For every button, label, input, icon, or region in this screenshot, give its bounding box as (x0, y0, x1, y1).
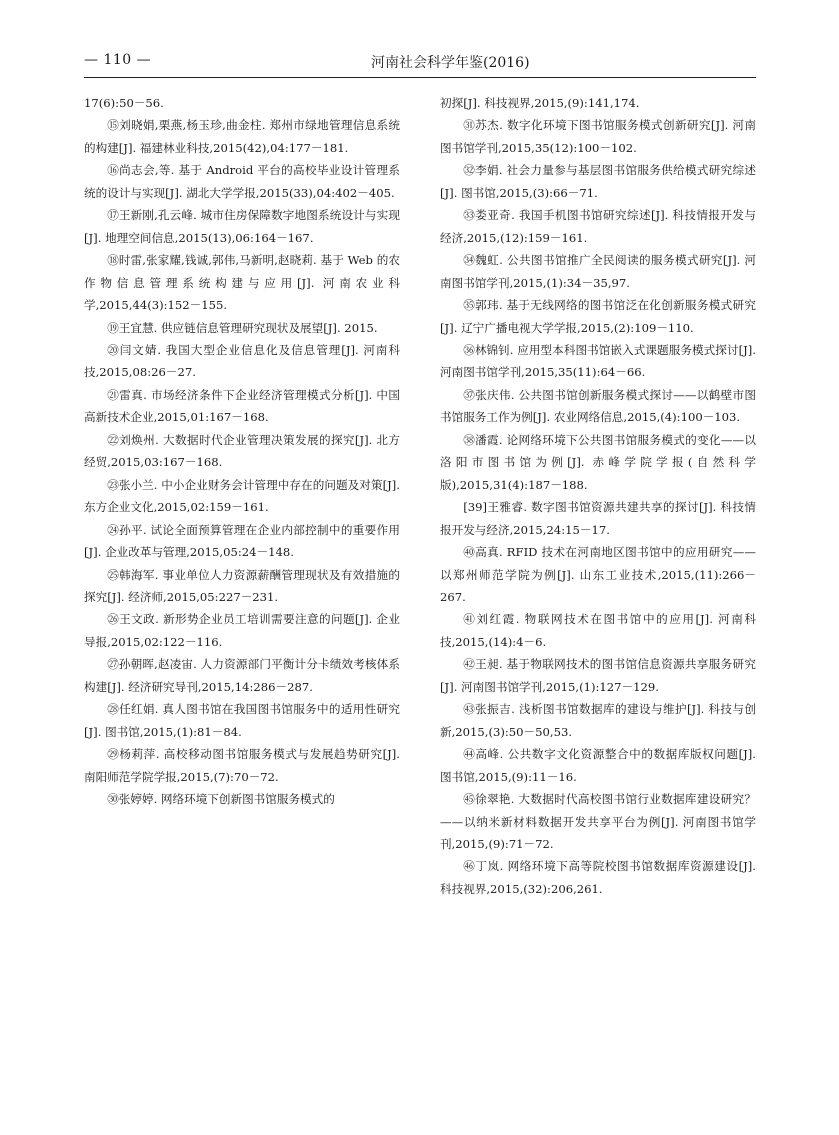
reference-item: ㊹高峰. 公共数字文化资源整合中的数据库版权问题[J]. 图书馆,2015,(9):11－16. (440, 747, 756, 784)
reference-item: ⑳闫文婧. 我国大型企业信息化及信息管理[J]. 河南科技,2015,08:26－27. (84, 342, 400, 380)
reference-item: ㉗孙朝晖,赵凌宙. 人力资源部门平衡计分卡绩效考核体系构建[J]. 经济研究导刊,2015,14:286－287. (84, 657, 400, 694)
reference-item: ㊶刘红霞. 物联网技术在图书馆中的应用[J]. 河南科技,2015,(14):4－6. (440, 612, 756, 649)
reference-item: ㊲张庆伟. 公共图书馆创新服务模式探讨——以鹤壁市图书馆服务工作为例[J]. 农业网络信息,2015,(4):100－103. (440, 387, 756, 425)
reference-item: ㊷王昶. 基于物联网技术的图书馆信息资源共享服务研究[J]. 河南图书馆学刊,2015,(1):127－129. (440, 657, 756, 694)
reference-item: [39]王雅睿. 数字图书馆资源共建共享的探讨[J]. 科技情报开发与经济,2015,24:15－17. (440, 500, 756, 537)
reference-item: ㉚张婷婷. 网络环境下创新图书馆服务模式的 (107, 792, 335, 807)
reference-item: ㉕韩海军. 事业单位人力资源薪酬管理现状及有效措施的探究[J]. 经济师,2015,05:227－231. (84, 567, 400, 604)
reference-item: ㊵高真. RFID 技术在河南地区图书馆中的应用研究——以郑州师范学院为例[J]. 山东工业技术,2015,(11):266－267. (440, 545, 756, 604)
page-header (84, 50, 756, 74)
running-title: 河南社会科学年鉴(2016) (371, 55, 530, 71)
reference-item: ㉞魏虹. 公共图书馆推广全民阅读的服务模式研究[J]. 河南图书馆学刊,2015,(1):34－35,97. (440, 253, 756, 290)
reference-item: ㉓张小兰. 中小企业财务会计管理中存在的问题及对策[J]. 东方企业文化,2015,02:159－161. (84, 477, 400, 515)
reference-item: ⑰王新刚,孔云峰. 城市住房保障数字地图系统设计与实现[J]. 地理空间信息,2015(13),06:164－167. (84, 208, 400, 245)
reference-item: ⑮刘晓娟,栗燕,杨玉珍,曲金柱. 郑州市绿地管理信息系统的构建[J]. 福建林业科技,2015(42),04:177－181. (84, 118, 400, 155)
reference-item: ㉜李娟. 社会力量参与基层图书馆服务供给模式研究综述[J]. 图书馆,2015,(3):66－71. (440, 163, 756, 200)
reference-item: ㉒刘焕州. 大数据时代企业管理决策发展的探究[J]. 北方经贸,2015,03:167－168. (84, 432, 400, 470)
reference-item: ㉛苏杰. 数字化环境下图书馆服务模式创新研究[J]. 河南图书馆学刊,2015,35(12):100－102. (440, 118, 756, 155)
reference-item: ㊺徐翠艳. 大数据时代高校图书馆行业数据库建设研究？——以纳米新材料数据开发共享平台为例[J]. 河南图书馆学刊,2015,(9):71－72. (440, 792, 756, 851)
reference-item: 17(6):50－56. (84, 96, 164, 110)
reference-item: ⑲王宜慧. 供应链信息管理研究现状及展望[J]. 2015. (107, 320, 378, 335)
left-column (84, 92, 400, 811)
header-divider (84, 77, 756, 78)
reference-item: ㉟郭玮. 基于无线网络的图书馆泛在化创新服务模式研究[J]. 辽宁广播电视大学学报,2015,(2):109－110. (440, 298, 756, 335)
reference-item: ㊸张振吉. 浅析图书馆数据库的建设与维护[J]. 科技与创新,2015,(3):50－50,53. (440, 702, 756, 739)
reference-item: ㉝娄亚奇. 我国手机图书馆研究综述[J]. 科技情报开发与经济,2015,(12):159－161. (440, 208, 756, 245)
reference-item: ㊳潘霞. 论网络环境下公共图书馆服务模式的变化——以洛阳市图书馆为例[J]. 赤峰学院学报(自然科学版),2015,31(4):187－188. (440, 432, 756, 492)
reference-item: ㉔孙平. 试论全面预算管理在企业内部控制中的重要作用[J]. 企业改革与管理,2015,05:24－148. (84, 522, 400, 560)
reference-item: ㉙杨莉萍. 高校移动图书馆服务模式与发展趋势研究[J]. 南阳师范学院学报,2015,(7):70－72. (84, 747, 400, 784)
page-number: — 110 — (84, 52, 152, 68)
right-column (440, 92, 756, 900)
reference-item: ⑯尚志会,等. 基于 Android 平台的高校毕业设计管理系统的设计与实现[J]. 湖北大学学报,2015(33),04:402－405. (84, 163, 400, 200)
reference-item: 初探[J]. 科技视界,2015,(9):141,174. (440, 96, 640, 110)
reference-item: ㉖王文政. 新形势企业员工培训需要注意的问题[J]. 企业导报,2015,02:122－116. (84, 612, 400, 649)
reference-item: ⑱时雷,张家耀,钱诚,郭伟,马新明,赵晓莉. 基于 Web 的农作物信息管理系统构建与应用[J]. 河南农业科学,2015,44(3):152－155. (84, 253, 400, 313)
reference-item: ㉑雷真. 市场经济条件下企业经济管理模式分析[J]. 中国高新技术企业,2015,01:167－168. (84, 387, 400, 425)
reference-item: ㉘任红娟. 真人图书馆在我国图书馆服务中的适用性研究[J]. 图书馆,2015,(1):81－84. (84, 702, 400, 739)
reference-item: ㊻丁岚. 网络环境下高等院校图书馆数据库资源建设[J]. 科技视界,2015,(32):206,261. (440, 859, 756, 896)
reference-item: ㊱林锦钊. 应用型本科图书馆嵌入式课题服务模式探讨[J]. 河南图书馆学刊,2015,35(11):64－66. (440, 342, 756, 380)
